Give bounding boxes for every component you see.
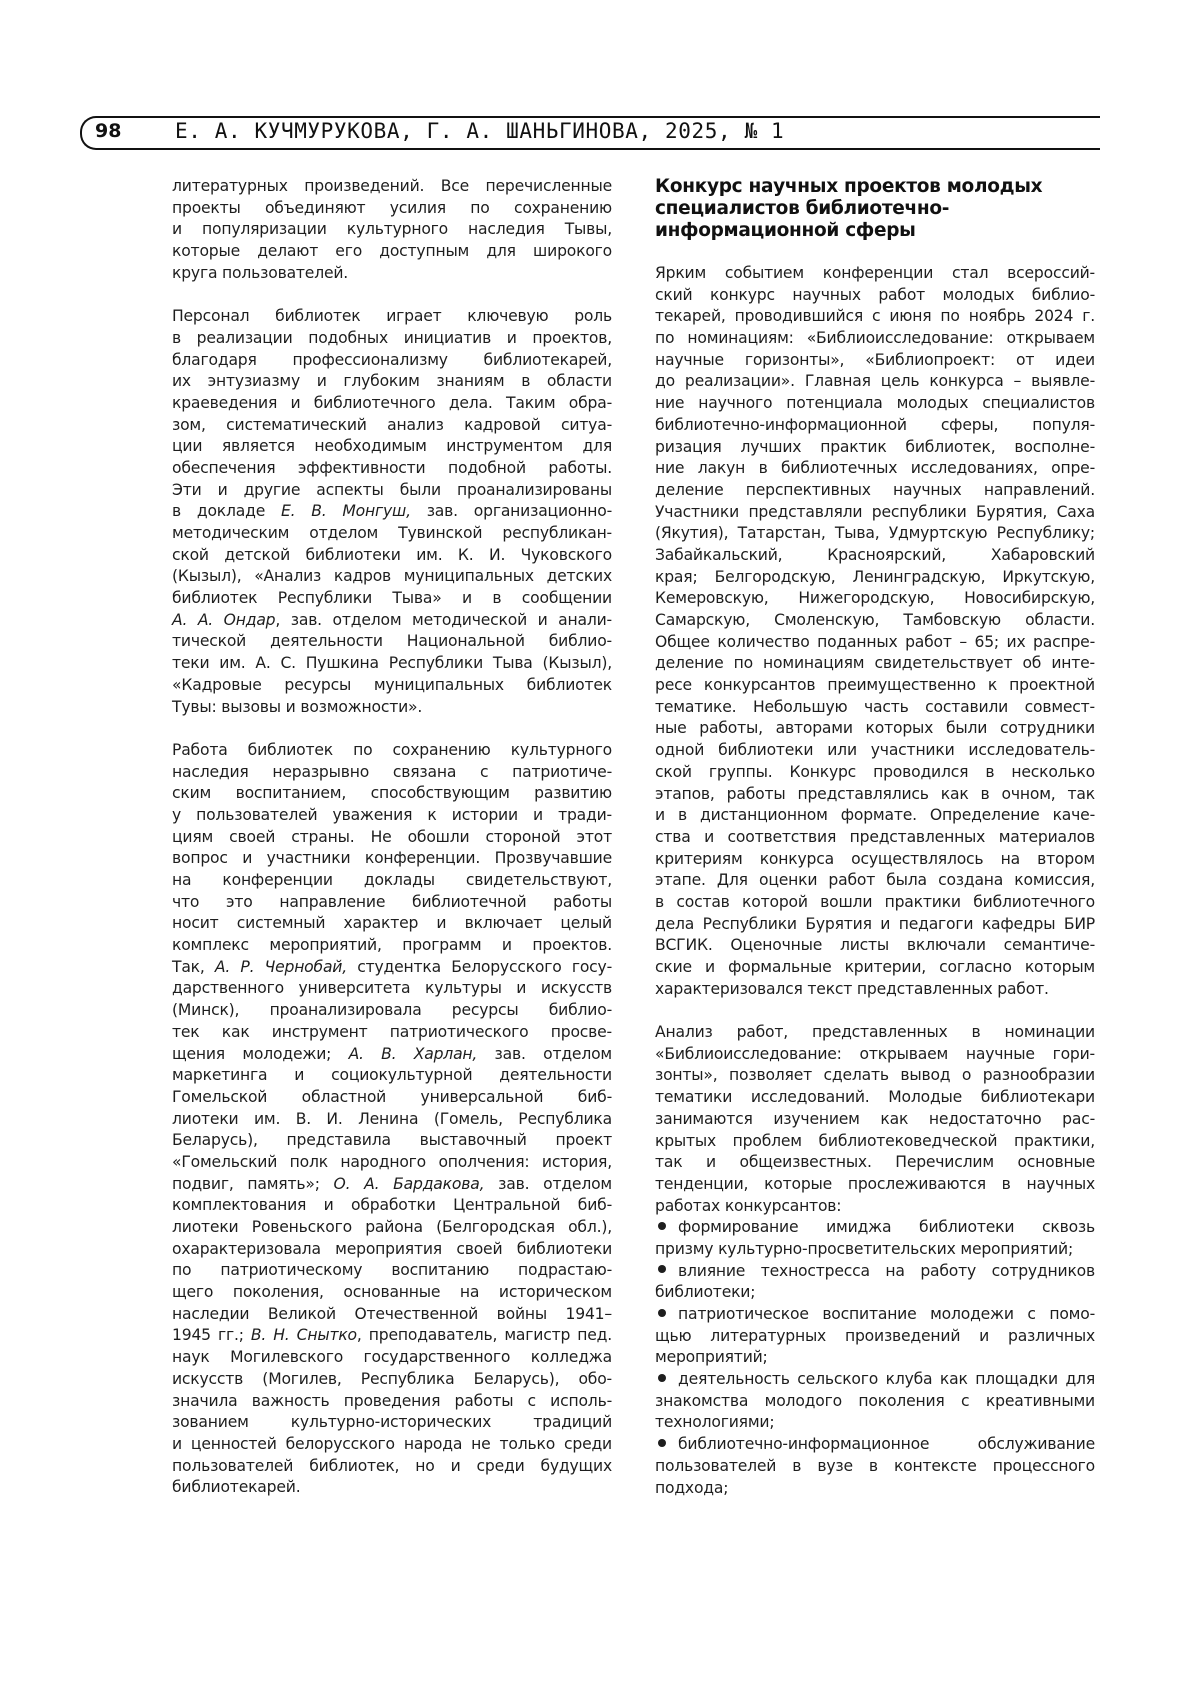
text-line: Ярким событием конференции стал всероссий- (655, 264, 1095, 282)
text-line: характеризовался текст представленных работ. (655, 979, 1049, 998)
text-line: литературных произведений. Все перечисленные (172, 177, 612, 195)
text-line: круга пользователей. (172, 263, 349, 282)
text-line: ВСГИК. Оценочные листы включали семантиче- (655, 936, 1095, 955)
text-line: их энтузиазму и глубоким знаниям в области (172, 372, 612, 391)
text-line: наук Могилевского государственного колледжа (172, 1348, 612, 1367)
text-line: библиотеки; (655, 1283, 756, 1302)
text-line: у пользователей уважения к истории и тради- (172, 805, 612, 824)
paragraph-gap (172, 718, 612, 740)
section-heading-line: специалистов библиотечно- (655, 198, 950, 219)
paragraph (172, 306, 612, 718)
right-column-body (655, 263, 1095, 1499)
text-line: (Минск), проанализировала ресурсы библио- (172, 1001, 612, 1020)
text-line: обеспечения эффективности подобной работы. (172, 458, 612, 477)
text-line: так и общеизвестных. Перечислим основные (655, 1153, 1095, 1172)
text-line: текарей, проводившийся с июня по ноябрь 2024 г. (655, 307, 1095, 326)
text-line: Работа библиотек по сохранению культурного (172, 740, 612, 759)
text-line: «Гомельский полк народного ополчения: история, (172, 1152, 612, 1171)
text-line: деление по номинациям свидетельствует об инте- (655, 654, 1095, 673)
text-line: (Кызыл), «Анализ кадров муниципальных детских (172, 567, 612, 586)
paragraph-gap (172, 284, 612, 306)
text-line: ции является необходимым инструментом для (172, 437, 612, 456)
text-line: Персонал библиотек играет ключевую роль (172, 307, 612, 326)
right-column (655, 176, 1095, 1499)
bullet-icon (658, 1439, 666, 1447)
bullet-icon (658, 1374, 666, 1382)
section-heading (655, 176, 1095, 242)
text-line: в докладе Е. В. Монгуш, зав. организационно- (172, 502, 612, 521)
text-line: мероприятий; (655, 1348, 768, 1367)
text-line: влияние техностресса на работу сотрудников (655, 1261, 1095, 1283)
text-line: вопрос и участники конференции. Прозвучавшие (172, 849, 612, 868)
text-line: Гомельской областной универсальной биб- (172, 1087, 612, 1106)
text-line: Беларусь), представила выставочный проект (172, 1131, 612, 1150)
text-line: патриотическое воспитание молодежи с помо- (655, 1304, 1095, 1326)
paragraph (172, 176, 612, 284)
text-line: маркетинга и социокультурной деятельности (172, 1066, 612, 1085)
text-line: занимаются изучением как недостаточно рас- (655, 1109, 1095, 1128)
trends-bullet-list (655, 1217, 1095, 1499)
text-line: методическим отделом Тувинской республикан- (172, 524, 612, 542)
text-line: ные работы, авторами которых были сотрудники (655, 719, 1095, 738)
text-line: ской группы. Конкурс проводился в несколько (655, 762, 1095, 781)
bullet-icon (658, 1309, 666, 1317)
text-line: ства и соответствия представленных материалов (655, 827, 1095, 846)
author-name: О. А. Бардакова, (333, 1174, 485, 1193)
text-line: ние лакун в библиотечных исследованиях, опре- (655, 459, 1095, 478)
text-line: 1945 гг.; В. Н. Снытко, преподаватель, магистр пед. (172, 1326, 613, 1345)
text-line: «Библиоисследование: открываем научные гори- (655, 1044, 1095, 1063)
paragraph (172, 740, 612, 1499)
section-heading-line: Конкурс научных проектов молодых (655, 176, 1043, 197)
text-line: комплектования и обработки Центральной биб- (172, 1196, 612, 1215)
text-line: наследии Великой Отечественной войны 1941– (172, 1304, 612, 1323)
text-line: дела Республики Бурятия и педагоги кафедры БИР (655, 914, 1095, 933)
text-line: тематики исследований. Молодые библиотекари (655, 1088, 1095, 1107)
text-line: этапов, работы представлялись как в очном, так (655, 784, 1095, 803)
text-line: одной библиотеки или участники исследователь- (655, 741, 1095, 760)
text-line: и популяризации культурного наследия Тывы, (172, 220, 612, 239)
text-line: Кемеровскую, Нижегородскую, Новосибирскую, (655, 589, 1095, 608)
text-line: комплекс мероприятий, программ и проектов. (172, 936, 612, 955)
running-header (80, 116, 1100, 150)
text-line: Забайкальский, Красноярский, Хабаровский (655, 545, 1095, 564)
text-line: критериям конкурса осуществлялось на втором (655, 849, 1095, 868)
author-name: А. В. Харлан, (348, 1044, 478, 1063)
text-line: до реализации». Главная цель конкурса – выявле- (655, 372, 1095, 391)
text-line: пользователей в вузе в контексте процессного (655, 1456, 1095, 1475)
bullet-item (655, 1434, 1095, 1499)
text-line: в реализации подобных инициатив и проектов, (172, 328, 612, 347)
text-line: теки им. А. С. Пушкина Республики Тыва (Кызыл), (172, 654, 612, 673)
text-line: этапе. Для оценки работ была создана комиссия, (655, 871, 1095, 890)
paragraph (655, 1022, 1095, 1217)
text-line: которые делают его доступным для широкого (172, 242, 612, 261)
bullet-item (655, 1304, 1095, 1369)
text-line: библиотекарей. (172, 1478, 301, 1497)
text-line: знакомства молодого поколения с креативными (655, 1391, 1095, 1410)
paragraph (655, 263, 1095, 1000)
text-line: благодаря профессионализму библиотекарей, (172, 350, 612, 369)
bullet-item (655, 1261, 1095, 1304)
text-line: зом, систематический анализ кадровой ситуа- (172, 415, 612, 434)
text-line: щью литературных произведений и различных (655, 1326, 1095, 1345)
text-line: Эти и другие аспекты были проанализированы (172, 480, 612, 499)
text-line: научные горизонты», «Библиопроект: от идеи (655, 350, 1095, 369)
text-line: края; Белгородскую, Ленинградскую, Иркутскую, (655, 567, 1095, 586)
text-line: Тувы: вызовы и возможности». (172, 697, 423, 716)
text-line: Так, А. Р. Чернобай, студентка Белорусского госу- (172, 957, 612, 976)
text-line: (Якутия), Татарстан, Тыва, Удмуртскую Республику; (655, 524, 1095, 543)
text-line: А. А. Ондар, зав. отделом методической и анали- (172, 610, 612, 629)
text-line: подвиг, память»; О. А. Бардакова, зав. отделом (172, 1174, 612, 1193)
text-line: охарактеризовала мероприятия своей библиотеки (172, 1239, 612, 1258)
text-line: пользователей библиотек, но и среди будущих (172, 1456, 612, 1475)
text-line: призму культурно-просветительских мероприятий; (655, 1239, 1074, 1258)
bullet-item (655, 1369, 1095, 1434)
left-column (172, 176, 612, 1499)
text-line: что это направление библиотечной работы (172, 892, 612, 911)
text-line: наследия неразрывно связана с патриотиче- (172, 762, 612, 781)
section-heading-line: информационной сферы (655, 220, 916, 241)
author-name: А. Р. Чернобай, (214, 957, 347, 976)
text-line: проекты объединяют усилия по сохранению (172, 198, 612, 217)
text-line: по номинациям: «Библиоисследование: открываем (655, 329, 1095, 348)
text-line: ским воспитанием, способствующим развитию (172, 784, 612, 803)
text-line: библиотек Республики Тыва» и в сообщении (172, 589, 612, 608)
text-line: Общее количество поданных работ – 65; их распре- (655, 632, 1095, 651)
running-head-authors-issue: Е. А. КУЧМУРУКОВА, Г. А. ШАНЬГИНОВА, 2025, № 1 (175, 119, 785, 143)
text-line: и ценностей белорусского народа не только среди (172, 1434, 612, 1453)
author-name: Е. В. Монгуш, (280, 502, 411, 521)
text-line: работах конкурсантов: (655, 1196, 842, 1215)
text-line: и в дистанционном формате. Определение каче- (655, 806, 1095, 825)
text-line: крытых проблем библиотековедческой практики, (655, 1131, 1095, 1150)
text-line: ский конкурс научных работ молодых библио- (655, 285, 1095, 304)
text-line: «Кадровые ресурсы муниципальных библиотек (172, 675, 612, 694)
text-line: ресе конкурсантов преимущественно к проектной (655, 676, 1095, 695)
text-line: тек как инструмент патриотического просве- (172, 1022, 612, 1041)
text-line: щения молодежи; А. В. Харлан, зав. отделом (172, 1044, 612, 1063)
text-line: лиотеки им. В. И. Ленина (Гомель, Республика (172, 1109, 612, 1128)
bullet-icon (658, 1265, 666, 1273)
text-line: зованием культурно-исторических традиций (172, 1413, 612, 1432)
text-line: на конференции доклады свидетельствуют, (172, 871, 612, 889)
text-line: циям своей страны. Не обошли стороной этот (172, 827, 612, 846)
text-line: дарственного университета культуры и искусств (172, 979, 612, 998)
text-line: технологиями; (655, 1413, 775, 1432)
text-line: щего поколения, основанные на историческом (172, 1283, 612, 1302)
text-line: деятельность сельского клуба как площадки для (655, 1369, 1095, 1391)
text-line: ской детской библиотеки им. К. И. Чуковского (172, 545, 612, 564)
author-name: А. А. Ондар (172, 610, 276, 629)
text-line: по патриотическому воспитанию подрастаю- (172, 1261, 612, 1280)
text-line: Участники представляли республики Бурятия, Саха (655, 502, 1095, 521)
text-line: зонты», позволяет сделать вывод о разнообразии (655, 1066, 1095, 1085)
text-line: библиотечно-информационной сферы, популя- (655, 415, 1095, 434)
text-line: библиотечно-информационное обслуживание (655, 1434, 1095, 1456)
text-line: ризация лучших практик библиотек, восполне- (655, 437, 1095, 456)
text-line: тематике. Небольшую часть составили совмест- (655, 697, 1095, 716)
text-line: деление перспективных научных направлений. (655, 480, 1095, 499)
text-line: Самарскую, Смоленскую, Тамбовскую области. (655, 611, 1095, 629)
text-line: лиотеки Ровеньского района (Белгородская обл.), (172, 1218, 612, 1236)
text-line: ние научного потенциала молодых специалистов (655, 394, 1095, 413)
author-name: В. Н. Снытко (250, 1326, 357, 1345)
text-line: подхода; (655, 1478, 729, 1497)
text-line: краеведения и библиотечного дела. Таким обра- (172, 393, 612, 412)
bullet-icon (658, 1222, 666, 1230)
text-line: тической деятельности Национальной библио- (172, 632, 612, 651)
text-line: в состав которой вошли практики библиотечного (655, 892, 1095, 911)
text-line: значила важность проведения работы с исполь- (172, 1391, 612, 1410)
page-number: 98 (95, 120, 122, 142)
bullet-item (655, 1217, 1095, 1260)
paragraph-gap (655, 1000, 1095, 1022)
text-line: ские и формальные критерии, согласно которым (655, 958, 1095, 976)
text-line: Анализ работ, представленных в номинации (655, 1023, 1095, 1042)
text-line: формирование имиджа библиотеки сквозь (655, 1217, 1095, 1239)
text-line: искусств (Могилев, Республика Беларусь), обо- (172, 1369, 612, 1388)
text-line: тенденции, которые прослеживаются в научных (655, 1174, 1095, 1193)
text-line: носит системный характер и включает целый (172, 914, 612, 933)
